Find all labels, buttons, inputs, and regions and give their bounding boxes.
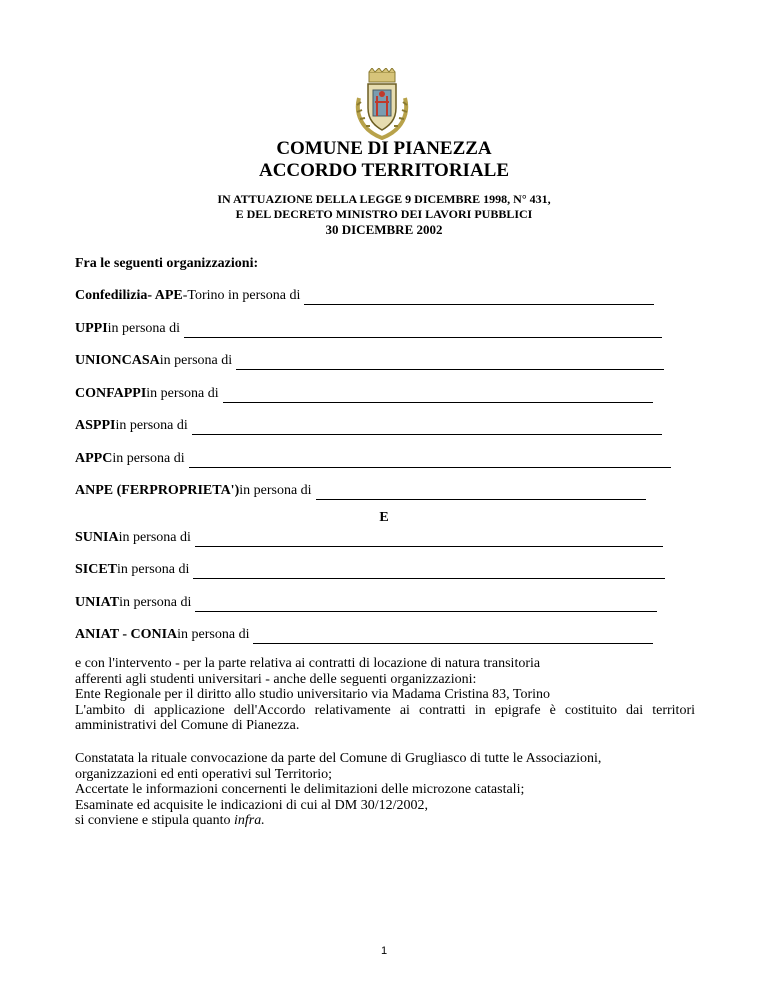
signature-blank[interactable]: [253, 629, 653, 644]
paragraph-findings: Constatata la rituale convocazione da parte del Comune di Grugliasco di tutte le Associazioni, organizzazioni ed enti operativi sul Territorio; Accertate le informazioni concernenti le delimitazioni delle microzone catastali; Esaminate ed acquisite le indicazioni di cui al DM 30/12/2002, si conviene e stipula quanto infra.: [75, 751, 602, 828]
signature-blank[interactable]: [195, 532, 663, 547]
org-line-sicet: SICET in persona di: [75, 561, 665, 579]
signature-blank[interactable]: [189, 453, 671, 468]
signature-blank[interactable]: [304, 290, 654, 305]
org-line-aniat-conia: ANIAT - CONIA in persona di: [75, 626, 653, 644]
signature-blank[interactable]: [316, 485, 646, 500]
paragraph-intervention: e con l'intervento - per la parte relativa ai contratti di locazione di natura transitoria afferenti agli studenti universitari - anche delle seguenti organizzazioni: Ente Regionale per il diritto allo studio universitario via Madama Cristina 83, Torino L'ambito di applicazione dell'Accordo relativamente ai contratti in epigrafe è costituito dai territori amministrativi del Comune di Pianezza.: [75, 656, 695, 733]
org-line-uniat: UNIAT in persona di: [75, 594, 657, 612]
signature-blank[interactable]: [223, 388, 653, 403]
document-subtitle: ACCORDO TERRITORIALE: [258, 160, 510, 181]
municipal-crest-icon: [353, 68, 411, 140]
signature-blank[interactable]: [236, 355, 664, 370]
org-line-asppi: ASPPI in persona di: [75, 417, 662, 435]
intro-heading: Fra le seguenti organizzazioni:: [75, 256, 259, 271]
legal-reference-line-1: IN ATTUAZIONE DELLA LEGGE 9 DICEMBRE 1998, N° 431,: [217, 192, 551, 206]
org-line-unioncasa: UNIONCASA in persona di: [75, 352, 664, 370]
org-line-appc: APPC in persona di: [75, 450, 671, 468]
org-line-sunia: SUNIA in persona di: [75, 529, 663, 547]
org-line-confedilizia: Confedilizia- APE -Torino in persona di: [75, 287, 654, 305]
signature-blank[interactable]: [192, 420, 662, 435]
document-title: COMUNE DI PIANEZZA: [276, 138, 492, 159]
org-line-confappi: CONFAPPI in persona di: [75, 385, 653, 403]
legal-reference-date: 30 DICEMBRE 2002: [325, 222, 443, 237]
page-number: 1: [380, 945, 388, 957]
signature-blank[interactable]: [195, 597, 657, 612]
org-line-uppi: UPPI in persona di: [75, 320, 662, 338]
org-line-anpe: ANPE (FERPROPRIETA') in persona di: [75, 482, 646, 500]
conjunction: E: [379, 510, 389, 525]
signature-blank[interactable]: [184, 323, 662, 338]
legal-reference-line-2: E DEL DECRETO MINISTRO DEI LAVORI PUBBLICI: [235, 207, 533, 221]
signature-blank[interactable]: [193, 564, 665, 579]
